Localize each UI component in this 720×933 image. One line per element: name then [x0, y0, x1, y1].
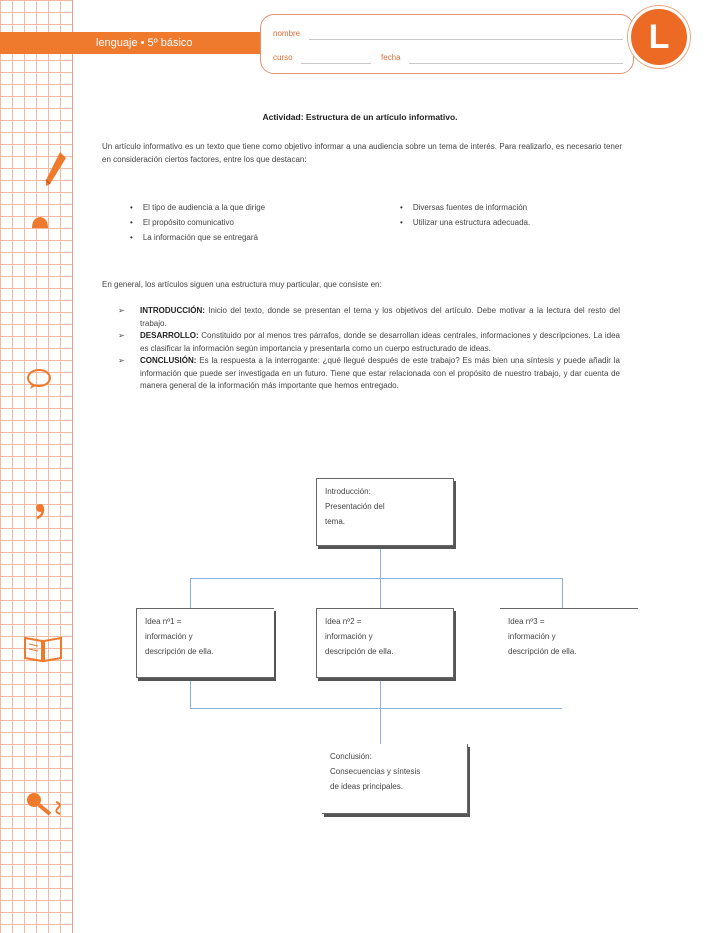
box-line: Consecuencias y síntesis: [330, 767, 421, 776]
date-line[interactable]: [409, 63, 623, 64]
structure-item-conclusion: [118, 355, 620, 393]
arrow-bullet-icon: ➢: [118, 306, 125, 315]
diagram-box-idea-1: [136, 608, 274, 678]
box-line: tema.: [325, 517, 346, 526]
connector-line: [380, 546, 381, 578]
list-item: • Utilizar una estructura adecuada.: [400, 215, 530, 230]
connector-line: [190, 678, 191, 708]
section-term: CONCLUSIÓN:: [140, 356, 197, 365]
connector-line: [190, 708, 562, 709]
diagram-box-idea-2: [316, 608, 454, 678]
box-line: Presentación del: [325, 502, 385, 511]
diagram-box-introduction: [316, 478, 454, 546]
course-line[interactable]: [301, 63, 371, 64]
section-term: INTRODUCCIÓN:: [140, 306, 205, 315]
connector-line: [380, 708, 381, 744]
structure-item-development: [118, 330, 620, 355]
structure-item-introduction: [118, 305, 620, 330]
factor-list-left: [130, 200, 265, 245]
box-line: Idea nº1 =: [145, 617, 182, 626]
date-label: fecha: [381, 53, 401, 62]
connector-line: [380, 578, 381, 608]
diagram-box-conclusion: [322, 744, 468, 814]
intro-paragraph: Un artículo informativo es un texto que tiene como objetivo informar a una audiencia sobre un tema de interés. Para realizarlo, es necesario tener en consideración ciertos factores, entre los que destacan:: [102, 142, 622, 164]
student-info-box: [260, 14, 634, 74]
name-label: nombre: [273, 29, 301, 38]
arrow-bullet-icon: ➢: [118, 356, 125, 365]
structure-intro: En general, los artículos siguen una estructura muy particular, que consiste en:: [102, 280, 382, 289]
activity-title: Actividad: Estructura de un artículo informativo.: [262, 112, 458, 122]
list-item: • El tipo de audiencia a la que dirige: [130, 200, 265, 215]
box-line: Idea nº3 =: [508, 617, 545, 626]
course-label: curso: [273, 53, 293, 62]
pen-icon: [40, 150, 68, 190]
list-item: • El propósito comunicativo: [130, 215, 265, 230]
box-line: Idea nº2 =: [325, 617, 362, 626]
name-line[interactable]: [309, 39, 623, 40]
section-text: Inicio del texto, donde se presentan el tema y los objetivos del artículo. Debe motivar a la lectura del resto del trabajo.: [140, 306, 620, 328]
list-item: • Diversas fuentes de información: [400, 200, 530, 215]
box-line: de ideas principales.: [330, 782, 403, 791]
box-line: información y: [325, 632, 373, 641]
box-line: información y: [508, 632, 556, 641]
box-line: información y: [145, 632, 193, 641]
grid-margin-border: [72, 0, 73, 933]
section-text: Constituido por al menos tres párrafos, donde se desarrollan ideas centrales, informaciones y descripciones. La idea es clasificar la información según importancia y presentarla como un cuerpo estructurado de ideas.: [140, 331, 620, 353]
section-term: DESARROLLO:: [140, 331, 199, 340]
box-line: descripción de ella.: [325, 647, 394, 656]
box-line: Introducción:: [325, 487, 371, 496]
section-text: Es la respuesta a la interrogante: ¿qué llegué después de este trabajo? Es más bien una síntesis y puede añadir la información que puede ser investigada en un futuro. Tiene que estar relacionada con el propósito de nuestro trabajo, y dar cuenta de manera general de la información más importante que hemos entregado.: [140, 356, 620, 390]
open-book-icon: [22, 632, 64, 664]
diagram-box-idea-3: [500, 608, 638, 678]
magnifier-icon: [24, 790, 66, 820]
factor-list-right: [400, 200, 530, 230]
connector-line: [190, 578, 562, 579]
structure-list: [118, 305, 620, 393]
box-line: descripción de ella.: [145, 647, 214, 656]
box-line: descripción de ella.: [508, 647, 577, 656]
subject-banner: [0, 32, 262, 54]
arrow-bullet-icon: ➢: [118, 331, 125, 340]
list-item: • La información que se entregará: [130, 230, 265, 245]
subject-label: lenguaje • 5º básico: [96, 37, 193, 49]
subject-letter-badge: L: [628, 6, 690, 68]
drop-icon: [30, 214, 50, 232]
connector-line: [380, 678, 381, 708]
connector-line: [562, 578, 563, 608]
comma-icon: [34, 502, 46, 520]
connector-line: [190, 578, 191, 608]
box-line: Conclusión:: [330, 752, 372, 761]
speech-bubble-icon: [26, 368, 52, 390]
